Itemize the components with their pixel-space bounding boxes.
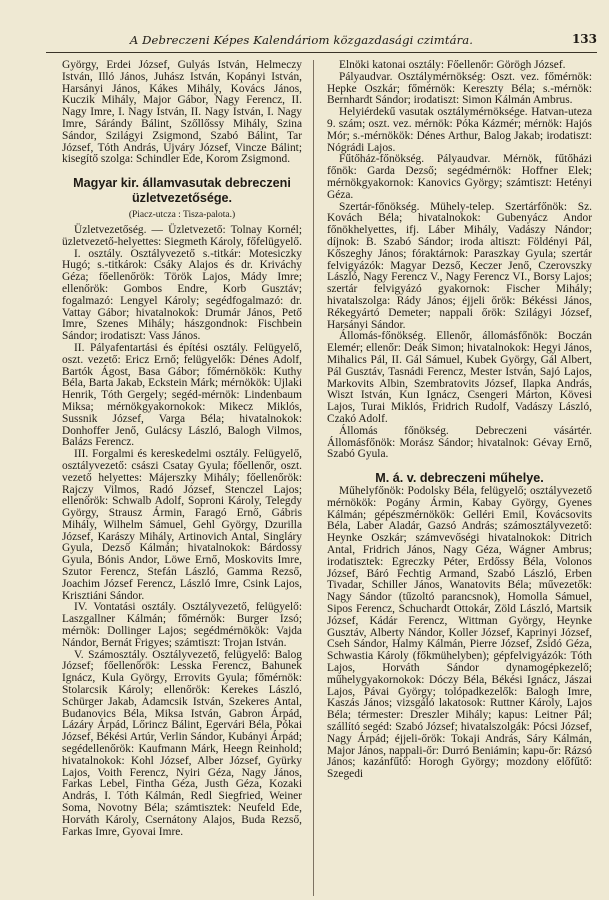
section-heading-muhely: M. á. v. debreczeni műhelye. (375, 471, 544, 486)
paragraph-osztaly-3: III. Forgalmi és kereskedelmi osztály. Felügyelő, osztályvezető: császi Csatay Gyula; főellenőr, oszt. vezető helyettes: Májerszky Mihály; főellenőrök: Rajczy Vilmos, Radó József, Stenczel Lajos; ellenőrök: Schwalb Adolf, Soproni Károly, Telegdy György, Strausz Ármin, Faragó Ernő, Gábris Mihály, Wilhelm Sámuel, Gehl György, Dzurilla József, Karászy Mihály, Artinovich Antal, Singláry Gyula, Dezső Kálmán; hivatalnokok: Bárdossy Gyula, Bónis Andor, Löwe Ernő, Moskovits Imre, Szutor Ferencz, Stefán László, Gamma Rezső, Joachim József Ferencz, László Imre, Csink Lajos, Krisztiáni Sándor. (62, 448, 302, 602)
paragraph-muhely: Műhelyfőnök: Podolsky Béla, felügyelő; osztályvezető mérnökök: Pogány Ármin, Kabay György, Gyenes Kálmán; gépészmérnökök: Gelléri Emil, Kovácsovits Béla, Laber Aladár, Gazsó András; számosztályvezető: Heynke Oszkár; számvevőségi hivatalnokok: Ditrich Antal, Fridrich János, Nagy Géza, Wágner Ambrus; irodatisztek: Egreczky Péter, Erdőssy Béla, Volonos József, Báró Fechtig Armand, Szabó László, Erben Tivadar, Schiller János, Wanatovits Béla; művezetők: Nagy Sándor (tűzoltó parancsnok), Homolla Sámuel, Sipos Ferencz, Schuchardt Ottokár, Zöld László, Martsik József, Kádár Ferencz, Wittman György, Heynke Gusztáv, Alberty Nándor, Koller József, Kaprinyi József, Cseh Sándor, Halmy Kálmán, Pierre József, Zsidó Géza, Schwastia Károly (főkmühelyben); gépfelvigyázók: Tóth Lajos, Horváth Sándor dynamogépkezelő; műhelygyakornokok: Dóczy Béla, Békési Ignácz, Jászai Lajos, Pávai György; tolópadkezelők: Balogh Imre, Kaszás János; vizsgáló lakatosok: Ruttner Károly, Lajos Béla; térmester: Dreszler Mihály; kapus: Leitner Pál; szállító segéd: Szabó József; hivatalszolgák: Pócsi József, Nagy Árpád; éjjeli-őrök: Tokaji András, Sáry Kálmán, Major János, nappali-őr: Durró Beniámin; kapu-őr: Rázsó János; kazánfűtő: Horogh György; mozdony előfűtő: Szegedi (327, 485, 592, 781)
paragraph-elnoki: Elnöki katonai osztály: Főellenőr: Görögh József. (339, 60, 566, 71)
intro-paragraph: György, Erdei József, Gulyás István, Helmeczy István, Illó János, Juhász István, Kopányi István, Harsányi János, Kákes Mihály, Kovács János, Kuczik Mihály, Major Gábor, Nagy Ferencz, II. Nagy Imre, I. Nagy István, II. Nagy István, I. Nagy Imre, Sárándy Bálint, Szőllőssy Mihály, Szina Sándor, Szilágyi Zsigmond, Szabó Bálint, Tar József, Tóth András, Ujváry József, Vincze Bálint; kisegítő szolga: Schindler Ede, Korom Zsigmond. (62, 60, 302, 166)
left-column (62, 60, 302, 896)
paragraph-osztaly-4: IV. Vontatási osztály. Osztályvezető, felügyelő: Laszgallner Kálmán; főmérnök: Burger Izsó; mérnök: Dollinger Lajos; segédmérnökök: Vajda Nándor, Bernát Frigyes; számtiszt: Trojan István. (62, 601, 302, 649)
paragraph-allomas-vasarter: Állomás főnökség. Debreczeni vásártér. Állomásfőnök: Morász Sándor; hivatalnok: Gévay Ernő, Szabó Gyula. (327, 424, 592, 461)
paragraph-szertar: Szertár-főnökség. Mühely-telep. Szertárfőnök: Sz. Kovách Béla; hivatalnokok: Gubenyácz Andor főnökhelyettes, ifj. Láber Mihály, Vadászy Nándor; díjnok: B. Szabó Sándor; iroda altiszt: Földényi Pál, Kőszeghy János; fóraktárnok: Paraszkay Gyula; szertár felvigyázók: Magyar Dezső, Keczer Jenő, Czerovszky László, Nagy Ferencz V., Nagy Ferencz VI., Borsy Lajos; szertár felvigyázó gyakornok: Fischer Mihály; hivatalszolga: Rády János; éjjeli őrök: Békéssi János, Rékegyártó Demeter; nappali őrök: Szilágyi József, Harsányi Sándor. (327, 200, 592, 331)
paragraph-osztaly-2: II. Pályafentartási és építési osztály. Felügyelő, oszt. vezető: Ericz Ernő; felügyelők: Dénes Adolf, Bartók Ágost, Basa Gábor; főmérnökök: Kuthy Béla, Barta Jakab, Eckstein Márk; mérnökök: Ujlaki Henrik, Tóth Gergely; segéd-mérnök: Lindenbaum Miksa; mérnökgyakornokok: Mikecz Miklós, Sussnik József, Varga Béla; hivatalnokok: Donhoffer Jenő, Gulácsy László, Balogh Vilmos, Balázs Ferencz. (62, 341, 302, 449)
right-column (327, 60, 592, 896)
paragraph-allomas: Állomás-főnökség. Ellenőr, állomásfőnök: Boczán Elemér; ellenőr: Deák Simon; hivatalnokok: Hegyi János, Mihalics Pál, II. Gál Sámuel, Kubek György, Gál Albert, Pál Gusztáv, Tasnádi Ferencz, Mester István, Sajó Lajos, Markovits Albin, Szembratovits József, Ilapka András, Wiszt István, Kun Ignácz, Csengeri Márton, Kövesi Lajos, Turai Miklós, Fridrich Rudolf, Vadászy László, Czakó Adolf. (327, 330, 592, 425)
page-number: 133 (571, 32, 597, 46)
section-heading-mav: Magyar kir. államvasutak debreczeni üzletvezetősége. (73, 176, 291, 206)
paragraph-osztaly-5: V. Számosztály. Osztályvezető, felügyelő: Balog József; főellenőrök: Lesska Ferencz, Bahunek Ignácz, Kula György, Errovits Gyula; főmérnök: Stolarcsik Károly; ellenőrök: Kerekes László, Schürger Jakab, Adamcsik István, Szekeres Antal, Budanovics Béla, Miksa István, Gabron Árpád, Lázáry Árpád, Lőrincz Bálint, Egervári Béla, Pókai József, Békési Artúr, Verlin Sándor, Kubányi Árpád; segédellenőrök: Kaufmann Márk, Heegn Reinhold; hivatalnokok: Kohl József, Alber József, Gyürky Lajos, Voith Ferencz, Nyiri Géza, Nagy János, Farkas Lebel, Fintha Géza, Justh Géza, Kozaki András, I. Tóth Kálmán, Redl Siegfried, Weiner Soma, Novotny Béla; számtisztek: Neufeld Ede, Horváth Károly, Csernátony Alajos, Buda Rezső, Farkas Imre, Gyovai Imre. (62, 648, 302, 838)
paragraph-uzletvezetoseg: Üzletvezetőség. — Üzletvezető: Tolnay Kornél; üzletvezető-helyettes: Siegmeth Károly, főfelügyelő. (62, 223, 302, 248)
paragraph-helyierdeku: Helyiérdekű vasutak osztálymérnöksége. Hatvan-uteza 9. szám; oszt. vez. mérnök: Póka Kázmér; mérnök: Hajós Mór; s.-mérnökök: Dénes Arthur, Balog Jakab; irodatiszt: Nógrádi Lajos. (327, 106, 592, 154)
column-divider (313, 60, 314, 896)
section-address: (Piacz-utcza : Tisza-palota.) (128, 210, 236, 221)
paragraph-futohaz: Fűtőház-főnökség. Pályaudvar. Mérnök, fűtőházi főnök: Garda Dezső; segédmérnök: Hoffner Elek; mérnökgyakornok: Kanovics György; számtiszt: Hetényi Géza. (327, 153, 592, 201)
paragraph-osztaly-1: I. osztály. Osztályvezető s.-titkár: Motesiczky Hugó; s.-titkárok: Csáky Alajos és dr. Kriváchy Géza; főellenőrök: Török Lajos, Mády Imre; ellenőrök: Gombos Endre, Korb Gusztáv; fogalmazó: Lengyel Károly; segédfogalmazó: dr. Vattay Gábor; hivatalnokok: Drumár János, Pető Imre, Szenes Mihály; hászgondnok: Fischbein Sándor; irodatiszt: Vass János. (62, 247, 302, 343)
running-header (46, 30, 597, 53)
header-title: A Debreczeni Képes Kalendáriom közgazdasági czimtára. (129, 33, 474, 47)
paragraph-palyaudvar: Pályaudvar. Osztálymérnökség: Oszt. vez. főmérnök: Hepke Oszkár; főmérnök: Kereszty Béla; s.-mérnök: Bernhardt Sándor; irodatiszt: Simon Kálmán Ambrus. (327, 70, 592, 107)
